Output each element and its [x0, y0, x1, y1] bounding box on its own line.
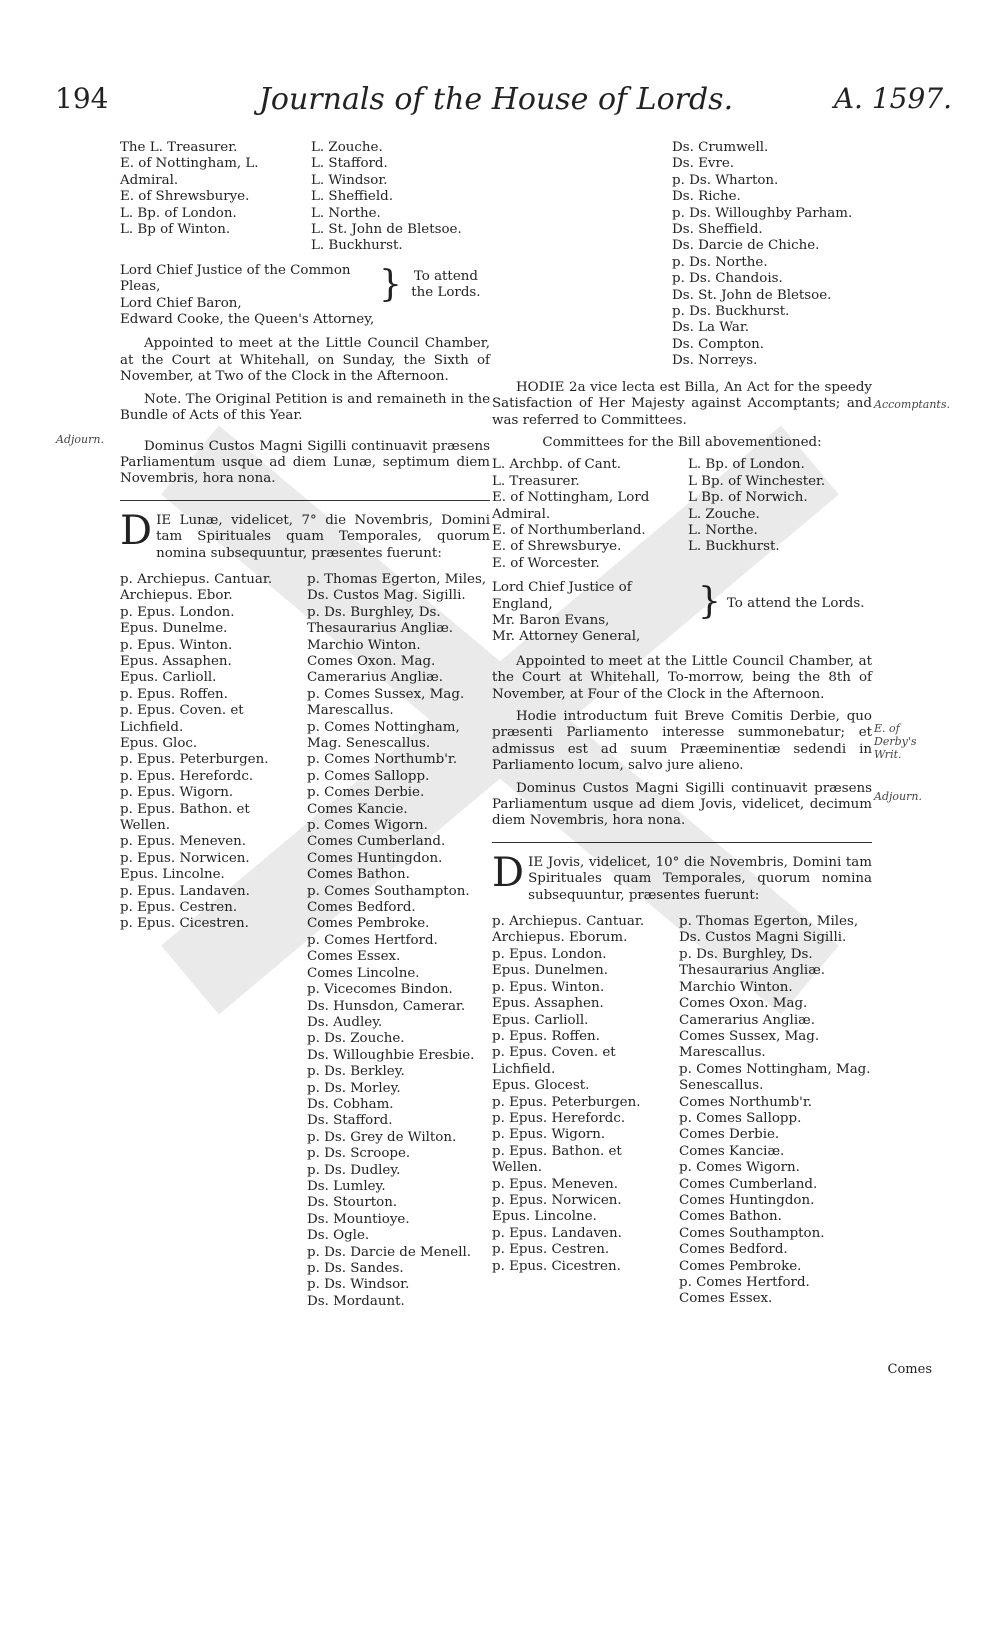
list-item: L. Treasurer.: [492, 473, 580, 489]
list-item: p. Epus. Landaven.: [120, 883, 250, 899]
list-item: p. Comes Wigorn.: [679, 1160, 800, 1176]
list-item: p. Ds. Darcie de Menell.: [307, 1244, 472, 1260]
list-item: Ds. Lumley.: [307, 1178, 386, 1194]
list-item: p. Comes Hertford.: [307, 932, 438, 948]
list-item: Ds. Stafford.: [307, 1113, 393, 1129]
list-item: Comes Pembroke.: [679, 1258, 802, 1274]
die-jovis-para: [492, 849, 872, 904]
list-item: Epus. Lincolne.: [120, 867, 225, 883]
list-item: Ds. Willoughbie Eresbie.: [307, 1047, 475, 1063]
list-item: L Bp. of Norwich.: [688, 490, 808, 506]
list-item: p. Comes Derbie.: [307, 785, 425, 801]
list-item: p. Vicecomes Bindon.: [307, 982, 453, 998]
list-item: p. Epus. Meneven.: [120, 834, 246, 850]
list-item: p. Thomas Egerton, Miles, Ds. Custos Mag. Sigilli.: [307, 571, 487, 604]
list-item: Comes Derbie.: [679, 1127, 780, 1143]
list-item: p. Epus. Cicestren.: [492, 1258, 621, 1274]
attend-names-2: [492, 580, 692, 646]
list-item: p. Ds. Windsor.: [307, 1277, 410, 1293]
die-jovis-text: IE Jovis, videlicet, 10° die Novembris, Domini tam Spirituales quam Temporales, quorum nomina subsequuntur, præsentes fuerunt:: [528, 854, 872, 903]
adjourn-para-2: Dominus Custos Magni Sigilli continuavit præsens Parliamentum usque ad diem Jovis, videlicet, decimum diem Novembris, hora nona.: [492, 780, 872, 829]
spiritual-list: [120, 572, 295, 1310]
list-item: Comes Southampton.: [679, 1225, 825, 1241]
list-item: p. Epus. Landaven.: [492, 1225, 622, 1241]
list-item: p. Epus. Wigorn.: [120, 785, 234, 801]
committee-bill-left: [492, 457, 676, 572]
list-item: p. Comes Nottingham, Mag. Senescallus.: [307, 719, 460, 751]
list-item: Ds. Mordaunt.: [307, 1293, 405, 1309]
list-item: Comes Huntingdon.: [679, 1192, 815, 1208]
list-item: Comes Oxon. Mag. Camerarius Angliæ.: [307, 653, 443, 686]
list-item: L. Zouche.: [688, 506, 760, 522]
list-item: p. Ds. Burghley, Ds. Thesaurarius Angliæ.: [679, 946, 826, 979]
list-item: p. Epus. Herefordc.: [120, 768, 254, 784]
temporal-list-2: [679, 914, 872, 1308]
list-item: p. Comes Southampton.: [307, 883, 470, 899]
attendance-lists: [120, 572, 490, 1310]
margin-note-accomptants: Accomptants.: [874, 398, 950, 411]
list-item: Epus. Dunelme.: [120, 621, 228, 637]
note-para: Note. The Original Petition is and remaineth in the Bundle of Acts of this Year.: [120, 391, 490, 424]
temporal-list: [307, 572, 490, 1310]
list-item: L. Northe.: [311, 205, 381, 221]
appointed-para-2: Appointed to meet at the Little Council Chamber, at the Court at Whitehall, To-morrow, being the 8th of November, at Four of the Clock in the Afternoon.: [492, 653, 872, 702]
list-item: Comes Bedford.: [679, 1242, 788, 1258]
section-rule-2: [492, 842, 872, 843]
list-item: Marchio Winton.: [307, 637, 421, 653]
list-item: Comes Bathon.: [679, 1209, 782, 1225]
list-item: L. Zouche.: [311, 140, 383, 155]
list-item: p. Epus. Cestren.: [492, 1242, 610, 1258]
list-item: Marchio Winton.: [679, 979, 793, 995]
page-number: 194: [55, 82, 109, 115]
list-item: p. Epus. Coven. et Lichfield.: [120, 703, 244, 735]
list-item: Epus. Assaphen.: [492, 996, 604, 1012]
list-item: L. Archbp. of Cant.: [492, 457, 622, 473]
appointed-para: Appointed to meet at the Little Council Chamber, at the Court at Whitehall, on Sunday, the Sixth of November, at Two of the Clock in the Afternoon.: [120, 336, 490, 385]
list-item: p. Ds. Sandes.: [307, 1261, 404, 1276]
section-rule: [120, 500, 490, 501]
list-item: Epus. Carlioll.: [492, 1012, 589, 1028]
list-item: Comes Kancie.: [307, 801, 408, 817]
die-lunae-text: IE Lunæ, videlicet, 7° die Novembris, Domini tam Spirituales quam Temporales, quorum nomina subsequuntur, præsentes fuerunt:: [156, 512, 490, 561]
list-item: E. of Northumberland.: [492, 522, 646, 538]
list-item: p. Epus. Norwicen.: [492, 1192, 622, 1208]
right-column: [492, 140, 872, 1308]
list-item: p. Epus. Roffen.: [492, 1028, 600, 1044]
list-item: p. Comes Hertford.: [679, 1275, 810, 1290]
list-item: E. of Worcester.: [492, 555, 600, 571]
list-item: p. Ds. Scroope.: [307, 1146, 411, 1162]
list-item: Ds. Sheffield.: [672, 222, 763, 238]
list-item: Comes Essex.: [679, 1291, 773, 1307]
list-item: p. Epus. Herefordc.: [492, 1110, 626, 1126]
attend-note: To attend the Lords.: [411, 268, 481, 301]
list-item: Ds. La War.: [672, 320, 750, 336]
list-item: Ds. Mountioye.: [307, 1211, 410, 1227]
spiritual-list-2: [492, 914, 667, 1308]
list-item: L. Northe.: [688, 522, 758, 538]
list-item: Ds. Cobham.: [307, 1096, 394, 1112]
list-item: L. Buckhurst.: [311, 238, 403, 254]
catchword: Comes: [887, 1362, 932, 1377]
committees-heading: Committees for the Bill abovementioned:: [542, 434, 822, 450]
list-item: Comes Cumberland.: [307, 834, 446, 850]
list-item: L. Bp of Winton.: [120, 222, 231, 238]
list-item: p. Epus. London.: [492, 946, 607, 962]
list-item: Epus. Carlioll.: [120, 670, 217, 686]
list-item: p. Epus. Bathon. et Wellen.: [120, 801, 250, 834]
list-item: p. Comes Nottingham, Mag. Senescallus.: [679, 1061, 871, 1094]
list-item: L Bp. of Winchester.: [688, 473, 826, 489]
committee-top-right: [311, 140, 490, 255]
list-item: Mr. Baron Evans,: [492, 612, 610, 628]
list-item: Archiepus. Eborum.: [492, 930, 628, 946]
list-item: Lord Chief Justice of the Common Pleas,: [120, 262, 351, 295]
list-item: L. Bp. of London.: [120, 205, 237, 221]
list-item: Ds. Crumwell.: [672, 140, 769, 155]
list-item: Epus. Gloc.: [120, 736, 198, 751]
list-item: Epus. Dunelmen.: [492, 963, 609, 979]
list-item: Archiepus. Ebor.: [120, 588, 233, 604]
list-item: L. Bp. of London.: [688, 457, 805, 473]
adjourn-para: Dominus Custos Magni Sigilli continuavit præsens Parliamentum usque ad diem Lunæ, septimum diem Novembris, hora nona.: [120, 438, 490, 487]
margin-note-adjourn-2: Adjourn.: [874, 790, 922, 803]
attend-names: [120, 263, 375, 329]
list-item: p. Ds. Buckhurst.: [672, 304, 790, 320]
list-item: p. Epus. Roffen.: [120, 686, 228, 702]
list-item: p. Comes Sallopp.: [679, 1110, 802, 1126]
committee-top: [120, 140, 490, 255]
list-item: p. Comes Northumb'r.: [307, 752, 458, 768]
list-item: p. Thomas Egerton, Miles, Ds. Custos Magni Sigilli.: [679, 914, 859, 946]
attend-block-2: [492, 580, 864, 646]
list-item: p. Ds. Morley.: [307, 1080, 401, 1096]
drop-cap-2: D: [492, 849, 525, 896]
list-item: p. Epus. Cicestren.: [120, 916, 249, 932]
brace-2: }: [698, 581, 721, 623]
list-item: p. Epus. Bathon. et Wellen.: [492, 1143, 622, 1176]
list-item: Ds. St. John de Bletsoe.: [672, 287, 832, 303]
list-item: Comes Essex.: [307, 949, 401, 965]
list-item: L. St. John de Bletsoe.: [311, 222, 462, 238]
list-item: Epus. Lincolne.: [492, 1209, 597, 1225]
left-column: [120, 140, 490, 1310]
list-item: Ds. Hunsdon, Camerar.: [307, 998, 466, 1014]
temporal-continued: [672, 140, 872, 370]
list-item: Ds. Stourton.: [307, 1195, 398, 1211]
attend-note-2: To attend the Lords.: [726, 596, 865, 612]
list-item: Comes Sussex, Mag. Marescallus.: [679, 1028, 820, 1061]
list-item: p. Archiepus. Cantuar.: [120, 571, 273, 587]
list-item: Lord Chief Baron,: [120, 295, 242, 311]
list-item: Comes Huntingdon.: [307, 850, 443, 866]
list-item: p. Epus. Winton.: [492, 979, 605, 995]
list-item: Ds. Compton.: [672, 336, 765, 352]
page-title: Journals of the House of Lords.: [258, 82, 734, 117]
list-item: Comes Kanciæ.: [679, 1143, 785, 1159]
list-item: p. Ds. Grey de Wilton.: [307, 1129, 457, 1145]
list-item: p. Epus. Peterburgen.: [492, 1094, 641, 1110]
list-item: p. Ds. Burghley, Ds. Thesaurarius Angliæ.: [307, 604, 454, 637]
list-item: E. of Shrewsburye.: [492, 539, 622, 555]
list-item: p. Epus. Norwicen.: [120, 850, 250, 866]
list-item: Ds. Riche.: [672, 189, 741, 205]
list-item: Comes Cumberland.: [679, 1176, 818, 1192]
list-item: p. Ds. Dudley.: [307, 1162, 401, 1178]
list-item: Mr. Attorney General,: [492, 629, 641, 645]
list-item: p. Ds. Wharton.: [672, 172, 779, 188]
list-item: p. Ds. Chandois.: [672, 271, 783, 287]
list-item: Ds. Ogle.: [307, 1228, 370, 1244]
list-item: p. Ds. Berkley.: [307, 1064, 405, 1080]
committee-bill: [492, 457, 872, 572]
list-item: E. of Nottingham, L. Admiral.: [120, 156, 259, 188]
list-item: p. Epus. Cestren.: [120, 900, 238, 916]
list-item: Ds. Norreys.: [672, 353, 758, 369]
list-item: p. Epus. Wigorn.: [492, 1127, 606, 1143]
margin-note-derby: E. of Derby's Writ.: [874, 722, 917, 761]
list-item: L. Stafford.: [311, 156, 388, 172]
attendance-lists-2: [492, 914, 872, 1308]
committee-bill-right: [688, 457, 872, 572]
list-item: Comes Northumb'r.: [679, 1094, 813, 1110]
list-item: p. Epus. London.: [120, 604, 235, 620]
list-item: p. Epus. Coven. et Lichfield.: [492, 1045, 616, 1077]
list-item: p. Comes Sussex, Mag. Marescallus.: [307, 686, 465, 719]
list-item: Comes Pembroke.: [307, 916, 430, 932]
list-item: L. Windsor.: [311, 172, 388, 188]
list-item: Epus. Assaphen.: [120, 653, 232, 669]
list-item: p. Ds. Northe.: [672, 254, 768, 270]
margin-note-adjourn: Adjourn.: [56, 433, 104, 446]
list-item: p. Comes Sallopp.: [307, 768, 430, 784]
list-item: L. Buckhurst.: [688, 539, 780, 555]
page-header: [0, 82, 992, 132]
list-item: Lord Chief Justice of England,: [492, 580, 632, 612]
list-item: Comes Bathon.: [307, 867, 410, 883]
list-item: Edward Cooke, the Queen's Attorney,: [120, 312, 375, 328]
list-item: Comes Bedford.: [307, 900, 416, 916]
list-item: Ds. Evre.: [672, 156, 735, 172]
list-item: p. Epus. Peterburgen.: [120, 752, 269, 768]
page-year: A. 1597.: [833, 82, 952, 115]
attend-block: [120, 263, 486, 329]
list-item: p. Comes Wigorn.: [307, 818, 428, 834]
list-item: p. Epus. Meneven.: [492, 1176, 618, 1192]
list-item: Comes Oxon. Mag. Camerarius Angliæ.: [679, 996, 815, 1028]
list-item: p. Ds. Zouche.: [307, 1031, 405, 1047]
list-item: E. of Shrewsburye.: [120, 189, 250, 205]
list-item: The L. Treasurer.: [120, 140, 238, 155]
die-lunae-para: [120, 507, 490, 562]
list-item: L. Sheffield.: [311, 189, 393, 205]
derby-para: Hodie introductum fuit Breve Comitis Derbie, quo præsenti Parliamento interesse summonebatur; et admissus est ad suum Præeminentiæ sedendi in Parliamento locum, salvo jure alieno.: [492, 709, 872, 774]
list-item: Ds. Darcie de Chiche.: [672, 238, 820, 254]
list-item: Comes Lincolne.: [307, 965, 420, 981]
list-item: Ds. Audley.: [307, 1014, 383, 1030]
drop-cap: D: [120, 507, 153, 554]
list-item: p. Archiepus. Cantuar.: [492, 914, 645, 930]
committee-top-left: [120, 140, 299, 255]
list-item: Epus. Glocest.: [492, 1078, 590, 1094]
list-item: E. of Nottingham, Lord Admiral.: [492, 490, 650, 522]
brace: }: [379, 263, 402, 305]
list-item: p. Ds. Willoughby Parham.: [672, 205, 853, 221]
list-item: p. Epus. Winton.: [120, 637, 233, 653]
hodie-para: HODIE 2a vice lecta est Billa, An Act for the speedy Satisfaction of Her Majesty against Accomptants; and was referred to Committees.: [492, 379, 872, 428]
